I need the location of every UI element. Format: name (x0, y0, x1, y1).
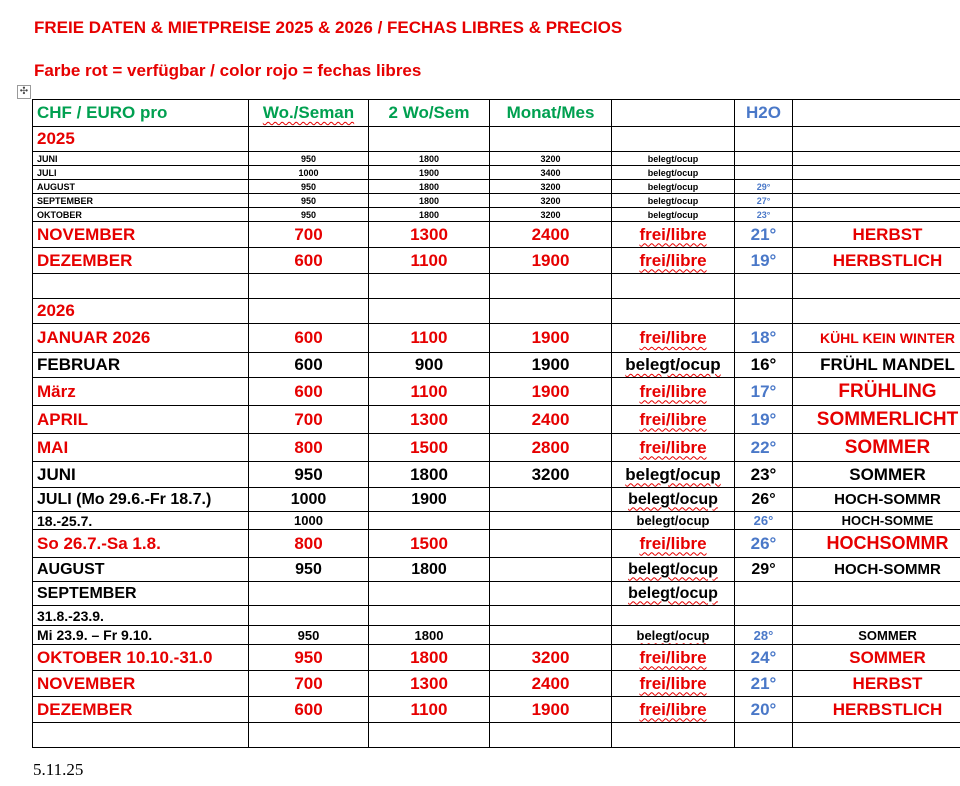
two-week-price-cell: 1900 (369, 488, 490, 512)
season-cell (793, 606, 960, 626)
table-row (33, 180, 960, 194)
week-price-cell: 700 (249, 406, 369, 434)
document-title: FREIE DATEN & MIETPREISE 2025 & 2026 / FECHAS LIBRES & PRECIOS (34, 18, 623, 37)
price-table (32, 99, 960, 748)
week-price-cell: 1000 (249, 488, 369, 512)
two-week-price-cell (369, 582, 490, 606)
table-row (33, 222, 960, 248)
header-row (33, 100, 960, 127)
month-cell: OKTOBER 10.10.-31.0 (33, 645, 249, 671)
status-cell (612, 606, 735, 626)
water-temp-cell: 20° (735, 697, 793, 723)
month-price-cell: 1900 (490, 324, 612, 353)
month-cell: SEPTEMBER (33, 582, 249, 606)
week-price-cell: 1000 (249, 512, 369, 530)
month-cell: MAI (33, 434, 249, 462)
month-price-cell: 2400 (490, 671, 612, 697)
water-temp-cell (735, 582, 793, 606)
month-price-cell (490, 626, 612, 645)
table-row (33, 530, 960, 558)
month-cell: OKTOBER (33, 208, 249, 222)
header-price-unit: CHF / EURO pro (33, 100, 249, 127)
season-cell: SOMMER (793, 462, 960, 488)
color-legend: Farbe rot = verfügbar / color rojo = fechas libres (34, 61, 422, 80)
month-price-cell: 3200 (490, 208, 612, 222)
season-cell (793, 152, 960, 166)
table-row (33, 353, 960, 378)
month-cell: JULI (33, 166, 249, 180)
season-cell (793, 194, 960, 208)
two-week-price-cell: 1800 (369, 462, 490, 488)
month-price-cell (490, 582, 612, 606)
season-cell: KÜHL KEIN WINTER (793, 324, 960, 353)
status-cell: belegt/ocup (612, 626, 735, 645)
status-cell: belegt/ocup (612, 462, 735, 488)
month-cell: APRIL (33, 406, 249, 434)
table-row (33, 512, 960, 530)
month-price-cell: 2400 (490, 222, 612, 248)
table-row (33, 558, 960, 582)
status-cell: frei/libre (612, 324, 735, 353)
water-temp-cell: 21° (735, 222, 793, 248)
week-price-cell (249, 606, 369, 626)
season-cell: HOCH-SOMME (793, 512, 960, 530)
two-week-price-cell: 1300 (369, 406, 490, 434)
header-two-weeks: 2 Wo/Sem (369, 100, 490, 127)
two-week-price-cell: 1100 (369, 324, 490, 353)
water-temp-cell: 22° (735, 434, 793, 462)
water-temp-cell: 29° (735, 558, 793, 582)
water-temp-cell: 23° (735, 208, 793, 222)
season-cell: SOMMER (793, 626, 960, 645)
month-cell: AUGUST (33, 180, 249, 194)
month-price-cell: 3200 (490, 462, 612, 488)
status-cell: belegt/ocup (612, 582, 735, 606)
week-price-cell: 1000 (249, 166, 369, 180)
table-row (33, 606, 960, 626)
week-price-cell (249, 582, 369, 606)
week-price-cell: 950 (249, 208, 369, 222)
water-temp-cell (735, 606, 793, 626)
table-row (33, 582, 960, 606)
header-season (793, 100, 960, 127)
water-temp-cell: 28° (735, 626, 793, 645)
week-price-cell: 950 (249, 558, 369, 582)
water-temp-cell: 29° (735, 180, 793, 194)
month-price-cell: 3400 (490, 166, 612, 180)
table-row (33, 406, 960, 434)
header-week: Wo./Seman (249, 100, 369, 127)
status-cell: frei/libre (612, 530, 735, 558)
two-week-price-cell: 1800 (369, 194, 490, 208)
month-price-cell: 2400 (490, 406, 612, 434)
season-cell: HOCH-SOMMR (793, 558, 960, 582)
header-status (612, 100, 735, 127)
two-week-price-cell: 1100 (369, 697, 490, 723)
table-row (33, 645, 960, 671)
month-price-cell: 1900 (490, 697, 612, 723)
table-row (33, 697, 960, 723)
season-cell (793, 180, 960, 194)
month-price-cell (490, 512, 612, 530)
year-row-2026 (33, 299, 960, 324)
table-row (33, 626, 960, 645)
status-cell: frei/libre (612, 645, 735, 671)
week-price-cell: 950 (249, 645, 369, 671)
month-price-cell (490, 606, 612, 626)
month-cell: 18.-25.7. (33, 512, 249, 530)
table-row (33, 152, 960, 166)
two-week-price-cell (369, 512, 490, 530)
month-price-cell: 3200 (490, 645, 612, 671)
year-label: 2026 (33, 299, 249, 324)
month-cell: JUNI (33, 462, 249, 488)
table-row (33, 488, 960, 512)
week-price-cell: 600 (249, 378, 369, 406)
season-cell: HERBST (793, 671, 960, 697)
season-cell: FRÜHL MANDEL (793, 353, 960, 378)
month-price-cell: 3200 (490, 152, 612, 166)
water-temp-cell: 18° (735, 324, 793, 353)
month-cell: Mi 23.9. – Fr 9.10. (33, 626, 249, 645)
status-cell: belegt/ocup (612, 558, 735, 582)
month-price-cell: 1900 (490, 353, 612, 378)
two-week-price-cell: 1500 (369, 434, 490, 462)
week-price-cell: 800 (249, 530, 369, 558)
month-cell: FEBRUAR (33, 353, 249, 378)
season-cell: HERBSTLICH (793, 248, 960, 274)
water-temp-cell: 16° (735, 353, 793, 378)
week-price-cell: 600 (249, 324, 369, 353)
season-cell: FRÜHLING (793, 378, 960, 406)
year-label: 2025 (33, 127, 249, 152)
two-week-price-cell: 900 (369, 353, 490, 378)
water-temp-cell: 26° (735, 512, 793, 530)
month-price-cell: 3200 (490, 194, 612, 208)
week-price-cell: 950 (249, 462, 369, 488)
table-row (33, 462, 960, 488)
status-cell: belegt/ocup (612, 152, 735, 166)
water-temp-cell: 17° (735, 378, 793, 406)
week-price-cell: 600 (249, 697, 369, 723)
water-temp-cell: 21° (735, 671, 793, 697)
month-cell: AUGUST (33, 558, 249, 582)
month-cell: JULI (Mo 29.6.-Fr 18.7.) (33, 488, 249, 512)
table-row (33, 434, 960, 462)
season-cell: SOMMERLICHT (793, 406, 960, 434)
month-cell: DEZEMBER (33, 248, 249, 274)
month-price-cell (490, 488, 612, 512)
two-week-price-cell: 1800 (369, 152, 490, 166)
season-cell: SOMMER (793, 645, 960, 671)
season-cell (793, 166, 960, 180)
water-temp-cell: 26° (735, 488, 793, 512)
week-price-cell: 950 (249, 626, 369, 645)
month-cell: JANUAR 2026 (33, 324, 249, 353)
two-week-price-cell: 1800 (369, 208, 490, 222)
season-cell: HERBSTLICH (793, 697, 960, 723)
month-cell: März (33, 378, 249, 406)
two-week-price-cell: 1500 (369, 530, 490, 558)
table-row (33, 324, 960, 353)
table-row (33, 671, 960, 697)
status-cell: belegt/ocup (612, 353, 735, 378)
status-cell: belegt/ocup (612, 488, 735, 512)
month-price-cell: 1900 (490, 378, 612, 406)
season-cell (793, 208, 960, 222)
two-week-price-cell: 1900 (369, 166, 490, 180)
table-row (33, 378, 960, 406)
spacer-row (33, 274, 960, 299)
water-temp-cell: 19° (735, 248, 793, 274)
status-cell: belegt/ocup (612, 208, 735, 222)
water-temp-cell (735, 152, 793, 166)
week-price-cell: 800 (249, 434, 369, 462)
season-cell: HOCH-SOMMR (793, 488, 960, 512)
week-price-cell: 950 (249, 194, 369, 208)
two-week-price-cell: 1300 (369, 222, 490, 248)
status-cell: frei/libre (612, 697, 735, 723)
two-week-price-cell: 1800 (369, 626, 490, 645)
two-week-price-cell: 1100 (369, 378, 490, 406)
season-cell: HERBST (793, 222, 960, 248)
month-price-cell (490, 530, 612, 558)
month-cell: NOVEMBER (33, 222, 249, 248)
month-cell: DEZEMBER (33, 697, 249, 723)
month-price-cell: 1900 (490, 248, 612, 274)
month-price-cell: 2800 (490, 434, 612, 462)
week-price-cell: 600 (249, 353, 369, 378)
two-week-price-cell: 1100 (369, 248, 490, 274)
water-temp-cell: 26° (735, 530, 793, 558)
week-price-cell: 700 (249, 671, 369, 697)
water-temp-cell: 27° (735, 194, 793, 208)
month-cell: SEPTEMBER (33, 194, 249, 208)
water-temp-cell: 23° (735, 462, 793, 488)
status-cell: belegt/ocup (612, 512, 735, 530)
two-week-price-cell (369, 606, 490, 626)
week-price-cell: 600 (249, 248, 369, 274)
status-cell: frei/libre (612, 248, 735, 274)
year-row-2025 (33, 127, 960, 152)
month-price-cell: 3200 (490, 180, 612, 194)
month-cell: NOVEMBER (33, 671, 249, 697)
table-row (33, 248, 960, 274)
status-cell: frei/libre (612, 671, 735, 697)
status-cell: frei/libre (612, 406, 735, 434)
week-price-cell: 700 (249, 222, 369, 248)
water-temp-cell: 19° (735, 406, 793, 434)
month-cell: So 26.7.-Sa 1.8. (33, 530, 249, 558)
season-cell (793, 582, 960, 606)
status-cell: frei/libre (612, 378, 735, 406)
status-cell: belegt/ocup (612, 166, 735, 180)
header-month: Monat/Mes (490, 100, 612, 127)
table-row (33, 194, 960, 208)
water-temp-cell: 24° (735, 645, 793, 671)
two-week-price-cell: 1300 (369, 671, 490, 697)
month-cell: 31.8.-23.9. (33, 606, 249, 626)
status-cell: belegt/ocup (612, 180, 735, 194)
spacer-row (33, 723, 960, 748)
month-price-cell (490, 558, 612, 582)
month-cell: JUNI (33, 152, 249, 166)
two-week-price-cell: 1800 (369, 645, 490, 671)
footer-date: 5.11.25 (33, 760, 84, 779)
table-row (33, 208, 960, 222)
water-temp-cell (735, 166, 793, 180)
status-cell: frei/libre (612, 434, 735, 462)
table-row (33, 166, 960, 180)
week-price-cell: 950 (249, 152, 369, 166)
status-cell: belegt/ocup (612, 194, 735, 208)
status-cell: frei/libre (612, 222, 735, 248)
season-cell: HOCHSOMMR (793, 530, 960, 558)
header-water-temp: H2O (735, 100, 793, 127)
two-week-price-cell: 1800 (369, 180, 490, 194)
week-price-cell: 950 (249, 180, 369, 194)
two-week-price-cell: 1800 (369, 558, 490, 582)
table-move-handle-icon[interactable]: ✣ (17, 85, 31, 99)
season-cell: SOMMER (793, 434, 960, 462)
